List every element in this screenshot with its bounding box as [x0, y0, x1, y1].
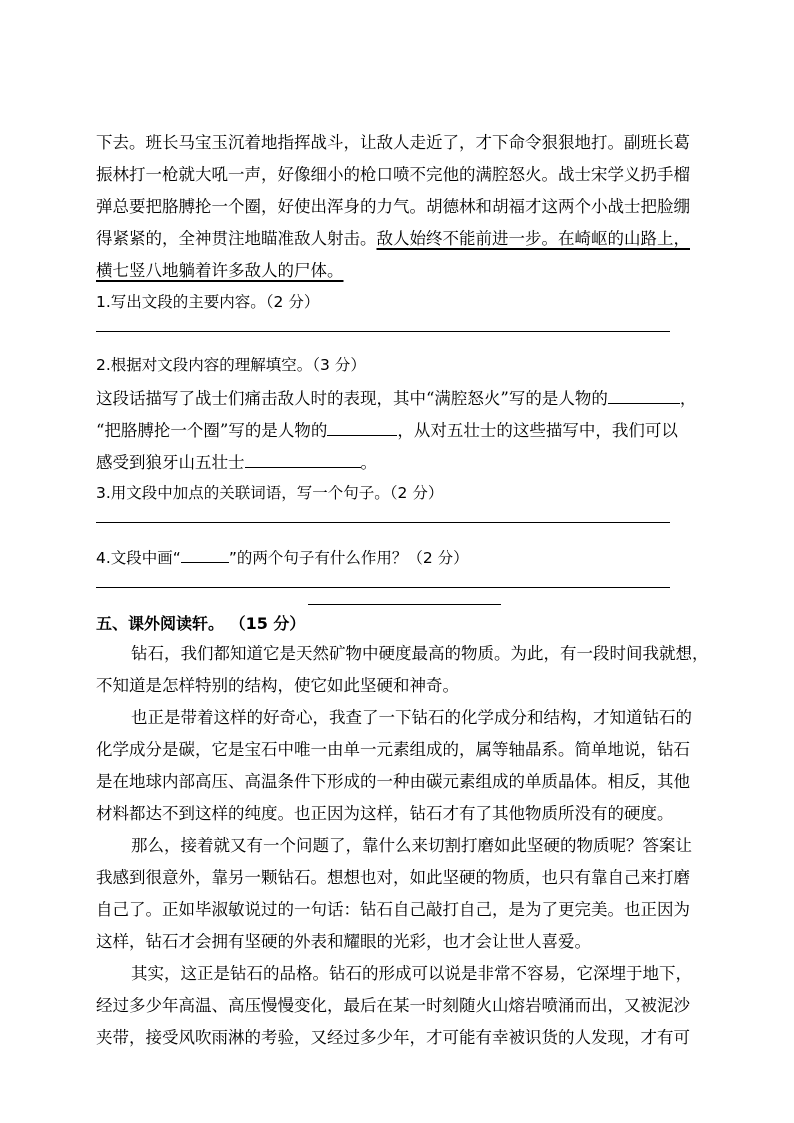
question-text: ”的两个句子有什么作用？（2 分）	[228, 549, 469, 567]
passage-line: 不知道是怎样特别的结构，使它如此坚硬和神奇。	[96, 676, 459, 695]
question-2: 2.根据对文段内容的理解填空。（3 分）	[96, 356, 366, 374]
fill-text: 这段话描写了战士们痛击敌人时的表现，其中“满腔怒火”写的是人物的	[96, 389, 608, 408]
answer-line-3[interactable]	[96, 522, 670, 523]
passage-line: 材料都达不到这样的纯度。也正因为这样，钻石才有了其他物质所没有的硬度。	[96, 804, 674, 823]
passage-line: 振林打一枪就大吼一声，好像细小的枪口喷不完他的满腔怒火。战士宋学义扔手榴	[96, 165, 690, 184]
question-4	[96, 546, 469, 570]
underline-sample	[181, 548, 229, 563]
fill-blank-3[interactable]	[245, 449, 361, 468]
passage-line: 下去。班长马宝玉沉着地指挥战斗，让敌人走近了，才下命令狠狠地打。副班长葛	[96, 133, 690, 152]
fill-text: 感受到狼牙山五壮士	[96, 453, 245, 472]
passage-line: 自己了。正如毕淑敏说过的一句话：钻石自己敲打自己，是为了更完美。也正因为	[96, 900, 690, 919]
passage-line: 那么，接着就又有一个问题了，靠什么来切割打磨如此坚硬的物质呢？答案让	[131, 836, 692, 855]
question-2-fill-line	[96, 449, 377, 475]
fill-blank-1[interactable]	[608, 385, 680, 404]
passage-line	[96, 259, 344, 283]
passage-line: 也正是带着这样的好奇心，我查了一下钻石的化学成分和结构，才知道钻石的	[131, 708, 692, 727]
passage-line	[96, 227, 690, 251]
answer-line-1[interactable]	[96, 331, 670, 332]
question-2-fill-line	[96, 385, 696, 411]
fill-text: “把胳膊抡一个圈”写的是人物的	[96, 421, 328, 440]
passage-line: 我感到很意外，靠另一颗钻石。想想也对，如此坚硬的物质，也只有靠自己来打磨	[96, 868, 690, 887]
fill-blank-2[interactable]	[327, 417, 397, 436]
passage-line: 经过多少年高温、高压慢慢变化，最后在某一时刻随火山熔岩喷涌而出，又被泥沙	[96, 996, 690, 1015]
passage-title-blank[interactable]	[308, 604, 501, 605]
question-2-fill-line	[96, 417, 678, 443]
section-heading: 五、课外阅读轩。 （15 分）	[96, 614, 306, 633]
question-text: 4.文段中画“	[96, 549, 181, 567]
passage-line: 钻石，我们都知道它是天然矿物中硬度最高的物质。为此，有一段时间我就想，	[131, 644, 709, 663]
question-1: 1.写出文段的主要内容。（2 分）	[96, 293, 320, 311]
passage-line: 其实，这正是钻石的品格。钻石的形成可以说是非常不容易，它深埋于地下，	[131, 964, 692, 983]
passage-line: 是在地球内部高压、高温条件下形成的一种由碳元素组成的单质晶体。相反，其他	[96, 772, 690, 791]
fill-text: ，从对五壮士的这些描写中，我们可以	[397, 421, 678, 440]
question-3: 3.用文段中加点的关联词语，写一个句子。（2 分）	[96, 484, 444, 502]
passage-line: 这样，钻石才会拥有坚硬的外表和耀眼的光彩，也才会让世人喜爱。	[96, 932, 591, 951]
passage-text: 得紧紧的，全神贯注地瞄准敌人射击。	[96, 229, 377, 248]
passage-line: 弹总要把胳膊抡一个圈，好使出浑身的力气。胡德林和胡福才这两个小战士把脸绷	[96, 197, 690, 216]
passage-line: 化学成分是碳，它是宝石中唯一由单一元素组成的，属等轴晶系。简单地说，钻石	[96, 740, 690, 759]
passage-line: 夹带，接受风吹雨淋的考验，又经过多少年，才可能有幸被识货的人发现，才有可	[96, 1028, 690, 1047]
fill-text: ，	[679, 389, 697, 408]
underlined-sentence: 横七竖八地躺着许多敌人的尸体。	[96, 261, 344, 280]
answer-line-4[interactable]	[96, 587, 670, 588]
fill-text: 。	[360, 453, 377, 472]
underlined-sentence: 敌人始终不能前进一步。在崎岖的山路上，	[376, 229, 690, 248]
